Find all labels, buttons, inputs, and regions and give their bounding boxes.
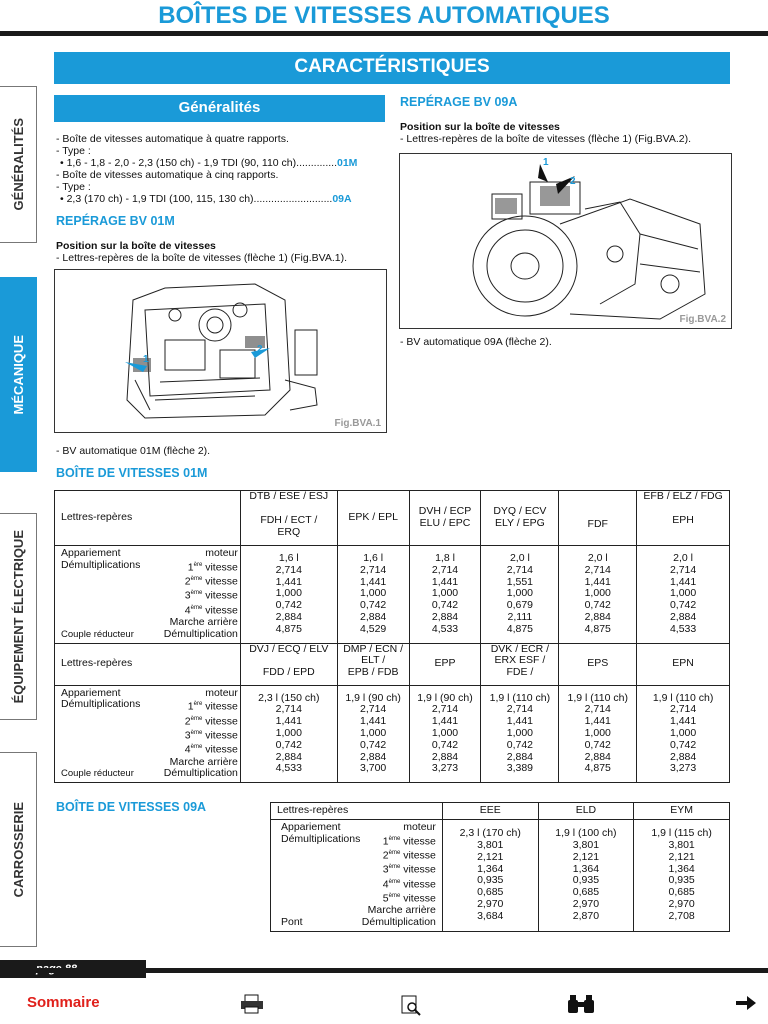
table-01m-col-2: 1,6 l 2,714 1,441 1,000 0,742 2,884 4,529 <box>337 546 409 644</box>
table-01m <box>54 490 730 783</box>
table-01m-col-5: 2,0 l 2,714 1,441 1,000 0,742 2,884 4,875 <box>559 546 637 644</box>
table-01m-header-row-2: Lettres-repères DVJ / ECQ / ELV FDD / EPD DMP / ECN / ELT / EPB / FDB EPP DVK / ECR / ERX ESF / FDE / EPS EPN <box>55 643 730 685</box>
sommaire-link[interactable]: Sommaire <box>27 994 100 1011</box>
table-01m-col-4: 2,0 l 2,714 1,551 1,000 0,679 2,111 4,875 <box>481 546 559 644</box>
next-arrow-icon[interactable] <box>735 994 757 1017</box>
side-tab-generalites[interactable]: GÉNÉRALITÉS <box>0 86 37 243</box>
reperage-09a-subtitle: Position sur la boîte de vitesses <box>400 121 560 133</box>
figure-bva-1 <box>54 269 387 433</box>
reperage-09a-title: REPÉRAGE BV 09A <box>400 95 518 109</box>
table-01m-letters-label: Lettres-repères <box>55 491 241 546</box>
table-09a-values-row: Appariement moteur Démultiplications 1ème vitesse 2ème vitesse 3ème vitesse 4ème vitesse 5ème vitesse Marche arrière Pont Démultiplication 2,3 l (170 ch) 3,801 2,121 1,364 0,935 0,685 2,970 3,684 1,9 l (100 ch) 3,801 2,121 1,364 0,935 0,685 2,970 2,870 1,9 l (115 ch) 3,801 2,121 1,364 0,935 0,685 2,970 2,708 <box>271 820 730 932</box>
figure-1-arrow-label-2: 2 <box>257 344 263 355</box>
print-icon[interactable] <box>240 994 264 1019</box>
reperage-01m-title: REPÉRAGE BV 01M <box>56 214 175 228</box>
figure-2-arrow-label-1: 1 <box>543 157 549 168</box>
table-09a <box>270 802 730 932</box>
reperage-01m-subtitle: Position sur la boîte de vitesses <box>56 240 216 252</box>
table-01m-values-row-1: Appariement moteur Démultiplications 1ère vitesse 2ème vitesse 3ème vitesse 4ème vitesse Marche arrière Couple réducteur Démultiplication 1,6 l 2,714 1,441 1,000 0,742 2,884 4,875 1,6 l 2,714 1,441 1,000 0,742 2,884 4,529 1,8 l 2,714 1,441 1,000 0,742 2,884 4,533 2,0 l 2,714 1,551 1,000 0,679 2,111 4,875 2,0 l 2,714 1,441 1,000 0,742 2,884 4,875 2,0 l 2,714 1,441 1,000 0,742 2,884 4,533 <box>55 546 730 644</box>
side-tab-carrosserie[interactable]: CARROSSERIE <box>0 752 37 947</box>
table-01m-col-6: 2,0 l 2,714 1,441 1,000 0,742 2,884 4,533 <box>637 546 730 644</box>
table-09a-title: BOÎTE DE VITESSES 09A <box>56 800 207 814</box>
generalites-text: - Boîte de vitesses automatique à quatre rapports. - Type : • 1,6 - 1,8 - 2,0 - 2,3 (150 ch) - 1,9 TDI (90, 110 ch)..............01M - Boîte de vitesses automatique à cinq rapports. - Type : • 2,3 (170 ch) - 1,9 TDI (100, 115, 130 ch)...........................09A <box>56 133 358 205</box>
table-01m-col-1: 1,6 l 2,714 1,441 1,000 0,742 2,884 4,875 <box>240 546 337 644</box>
table-01m-header-row-1: Lettres-repères DTB / ESE / ESJ FDH / ECT / ERQ EPK / EPL DVH / ECP ELU / EPC DYQ / ECV ELY / EPG FDF EFB / ELZ / FDG EPH <box>55 491 730 546</box>
side-tab-mecanique[interactable]: MÉCANIQUE <box>0 277 37 472</box>
header-rule <box>0 31 768 36</box>
search-page-icon[interactable] <box>400 994 422 1021</box>
figure-1-arrow-label-1: 1 <box>143 354 149 365</box>
figure-2-arrow-label-2: 2 <box>570 176 576 187</box>
table-01m-title: BOÎTE DE VITESSES 01M <box>56 466 208 480</box>
figure-2-caption: - BV automatique 09A (flèche 2). <box>400 336 552 348</box>
generalites-title: Généralités <box>54 95 385 122</box>
page-title: BOÎTES DE VITESSES AUTOMATIQUES <box>158 2 610 29</box>
table-01m-values-row-2: Appariement moteur Démultiplications 1ère vitesse 2ème vitesse 3ème vitesse 4ème vitesse Marche arrière Couple réducteur Démultiplication 2,3 l (150 ch) 2,714 1,441 1,000 0,742 2,884 4,533 1,9 l (90 ch) 2,714 1,441 1,000 0,742 2,884 3,700 1,9 l (90 ch) 2,714 1,441 1,000 0,742 2,884 3,273 1,9 l (110 ch) 2,714 1,441 1,000 0,742 2,884 3,389 1,9 l (110 ch) 2,714 1,441 1,000 0,742 2,884 4,875 1,9 l (110 ch) 2,714 1,441 1,000 0,742 2,884 3,273 <box>55 685 730 783</box>
binoculars-icon[interactable] <box>566 994 596 1019</box>
gearbox-09a-drawing <box>400 154 731 328</box>
figure-1-label: Fig.BVA.1 <box>334 418 381 429</box>
section-title: CARACTÉRISTIQUES <box>54 52 730 84</box>
figure-1-caption: - BV automatique 01M (flèche 2). <box>56 445 211 457</box>
reperage-09a-text: - Lettres-repères de la boîte de vitesses (flèche 1) (Fig.BVA.2). <box>400 133 692 145</box>
figure-bva-2 <box>399 153 732 329</box>
figure-2-label: Fig.BVA.2 <box>679 314 726 325</box>
reperage-01m-text: - Lettres-repères de la boîte de vitesses (flèche 1) (Fig.BVA.1). <box>56 252 348 264</box>
footer-rule <box>0 968 768 973</box>
table-09a-header-row: Lettres-repères EEE ELD EYM <box>271 803 730 820</box>
side-tab-equipement-electrique[interactable]: ÉQUIPEMENT ÉLECTRIQUE <box>0 513 37 720</box>
gearbox-01m-drawing <box>55 270 386 432</box>
table-01m-col-3: 1,8 l 2,714 1,441 1,000 0,742 2,884 4,533 <box>409 546 481 644</box>
